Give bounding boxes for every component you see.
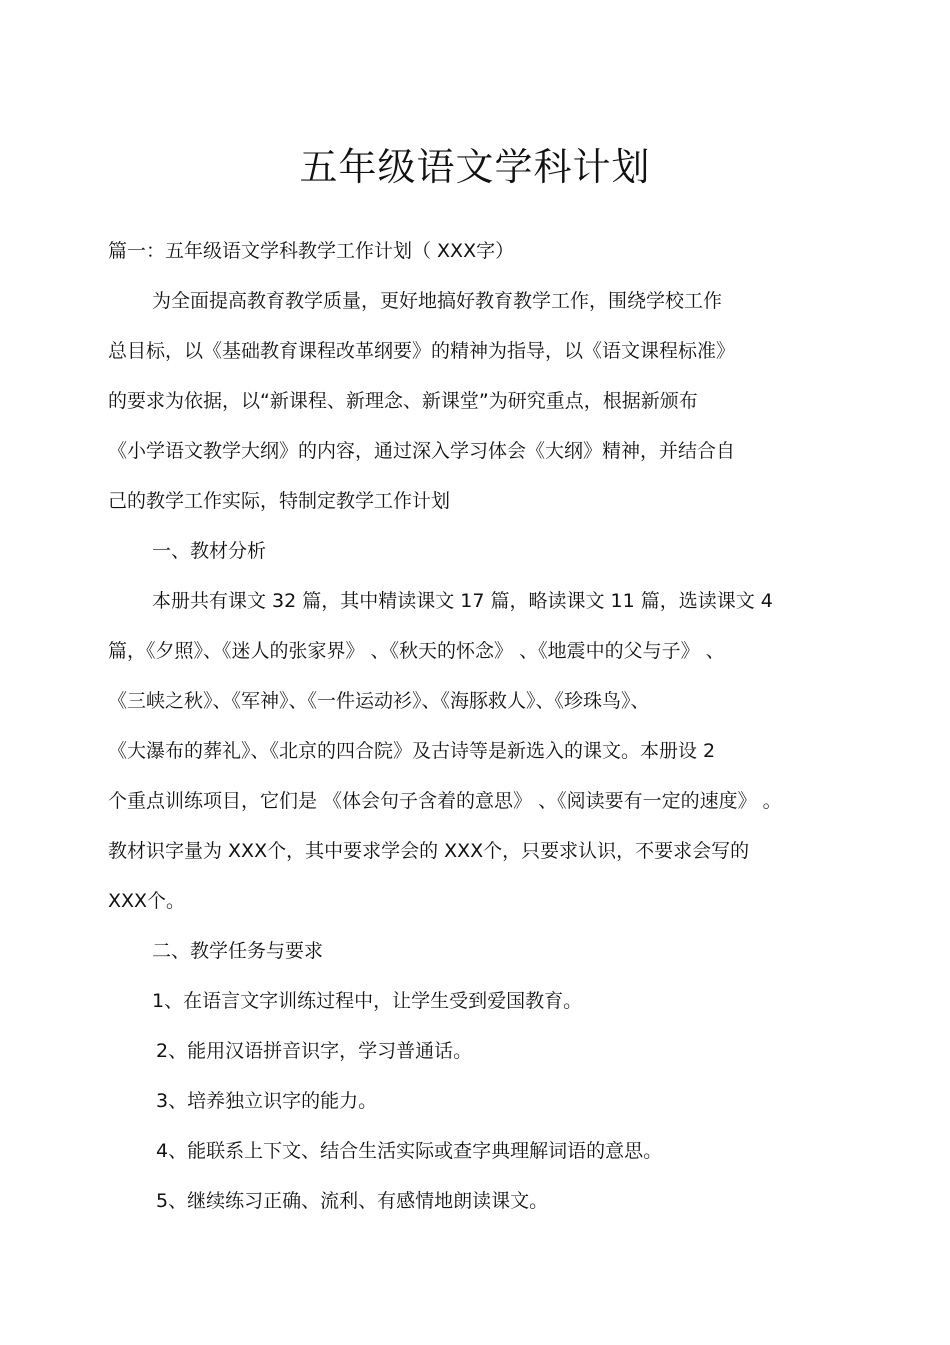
list-item: 4、能联系上下文、结合生活实际或查字典理解词语的意思。 <box>156 1140 663 1162</box>
paragraph-line: 《三峡之秋》、《军神》、《一件运动衫》、《海豚救人》、《珍珠鸟》、 <box>108 690 650 712</box>
paragraph-line: 教材识字量为 XXX个，其中要求学会的 XXX个，只要求认识，不要求会写的 <box>108 840 750 862</box>
paragraph-line: XXX个。 <box>108 890 186 912</box>
list-item: 1、在语言文字训练过程中，让学生受到爱国教育。 <box>152 990 583 1012</box>
paragraph-line: 个重点训练项目，它们是 《体会句子含着的意思》 、《阅读要有一定的速度》 。 <box>108 790 782 812</box>
list-item: 2、能用汉语拼音识字，学习普通话。 <box>156 1040 473 1062</box>
intro-line: 总目标，以《基础教育课程改革纲要》的精神为指导，以《语文课程标准》 <box>108 340 736 362</box>
paragraph-line: 篇，《夕照》、《迷人的张家界》 、《秋天的怀念》 、《地震中的父与子》 、 <box>108 640 725 662</box>
section-heading: 一、教材分析 <box>152 540 267 562</box>
paragraph-line: 《大瀑布的葬礼》、《北京的四合院》及古诗等是新选入的课文。本册设 2 <box>108 740 716 762</box>
intro-line: 的要求为依据，以“新课程、新理念、新课堂”为研究重点，根据新颁布 <box>108 390 698 412</box>
intro-line: 为全面提高教育教学质量，更好地搞好教育教学工作，围绕学校工作 <box>152 290 723 312</box>
document-subtitle: 篇一：五年级语文学科教学工作计划（ XXX字） <box>108 240 515 262</box>
list-item: 5、继续练习正确、流利、有感情地朗读课文。 <box>156 1190 549 1212</box>
section-heading: 二、教学任务与要求 <box>152 940 324 962</box>
intro-line: 《小学语文教学大纲》的内容，通过深入学习体会《大纲》精神，并结合自 <box>108 440 736 462</box>
paragraph-line: 本册共有课文 32 篇，其中精读课文 17 篇，略读课文 11 篇，选读课文 4 <box>152 590 773 612</box>
list-item: 3、培养独立识字的能力。 <box>156 1090 378 1112</box>
intro-line: 己的教学工作实际，特制定教学工作计划 <box>108 490 451 512</box>
document-title: 五年级语文学科计划 <box>299 145 651 189</box>
